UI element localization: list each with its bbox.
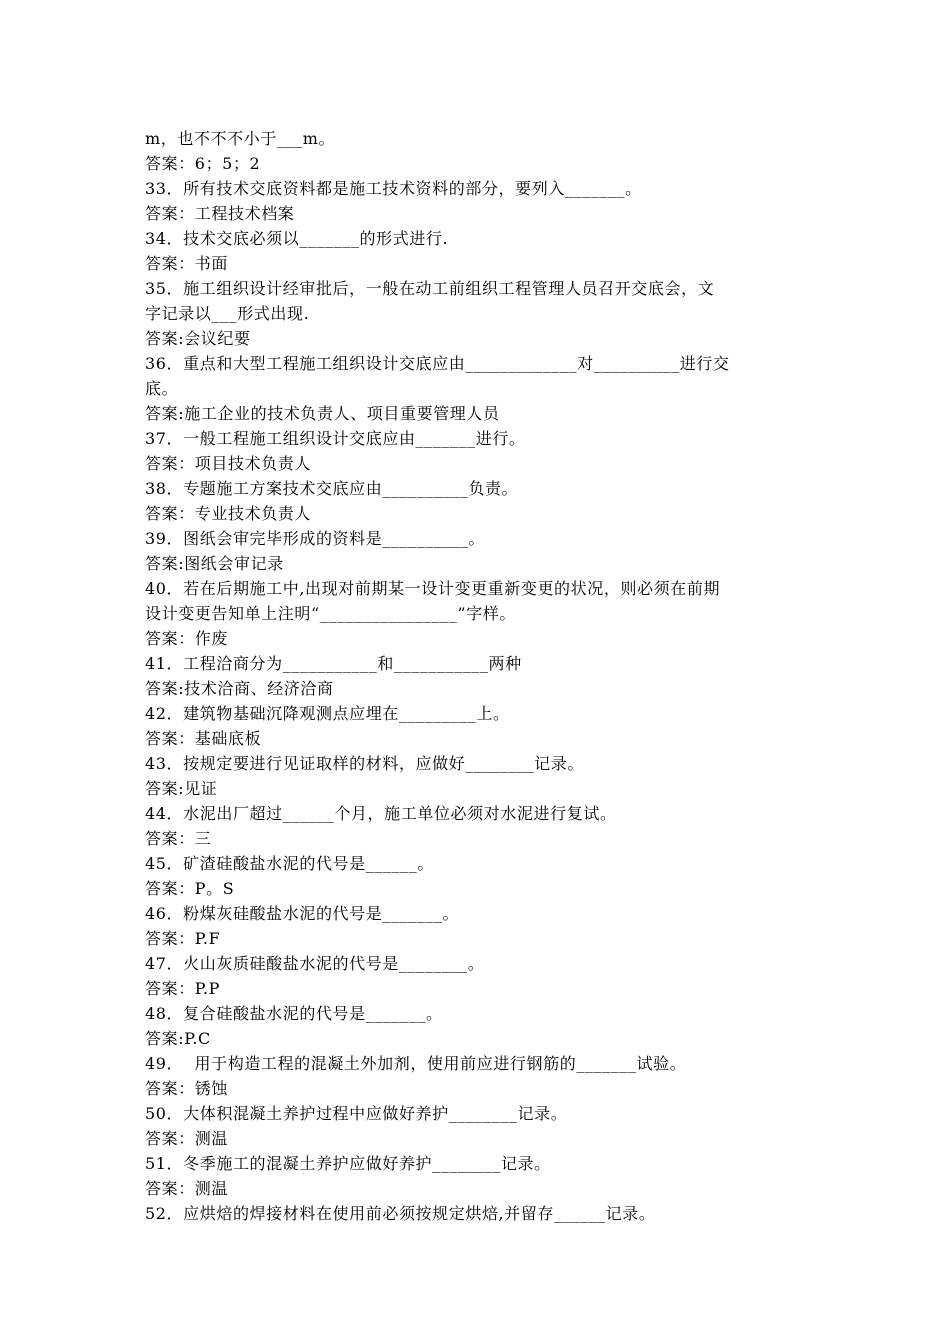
answer-line: 答案：项目技术负责人 [145, 454, 312, 473]
question-line: 37．一般工程施工组织设计交底应由_______进行。 [145, 429, 526, 448]
answer-line: 答案:P.C [145, 1029, 211, 1048]
question-line: 36．重点和大型工程施工组织设计交底应由_____________对__________进行交 [145, 354, 730, 373]
answer-line: 答案：工程技术档案 [145, 204, 295, 223]
answer-line: 答案：基础底板 [145, 729, 262, 748]
answer-line: 答案：三 [145, 829, 212, 848]
question-line: 42．建筑物基础沉降观测点应埋在_________上。 [145, 704, 510, 723]
question-line: 41．工程洽商分为___________和___________两种 [145, 654, 522, 673]
question-line-continued: 底。 [145, 379, 179, 398]
question-line: 45．矿渣硅酸盐水泥的代号是______。 [145, 854, 434, 873]
question-line: 49． 用于构造工程的混凝土外加剂，使用前应进行钢筋的_______试验。 [145, 1054, 687, 1073]
question-line: 48．复合硅酸盐水泥的代号是_______。 [145, 1004, 443, 1023]
answer-line: 答案：测温 [145, 1179, 229, 1198]
question-line: 52．应烘焙的焊接材料在使用前必须按规定烘焙,并留存______记录。 [145, 1204, 656, 1223]
question-line: 47．火山灰质硅酸盐水泥的代号是________。 [145, 954, 485, 973]
question-line: 43．按规定要进行见证取样的材料，应做好________记录。 [145, 754, 584, 773]
answer-line: 答案:会议纪要 [145, 329, 251, 348]
text-line: m，也不不不小于___m。 [145, 129, 336, 148]
answer-line: 答案:见证 [145, 779, 218, 798]
answer-line: 答案：测温 [145, 1129, 229, 1148]
answer-line: 答案：锈蚀 [145, 1079, 229, 1098]
question-line: 46．粉煤灰硅酸盐水泥的代号是_______。 [145, 904, 460, 923]
question-line: 40．若在后期施工中,出现对前期某一设计变更重新变更的状况，则必须在前期 [145, 579, 721, 598]
question-line-continued: 字记录以___形式出现. [145, 304, 310, 323]
question-line: 50．大体积混凝土养护过程中应做好养护________记录。 [145, 1104, 568, 1123]
question-line-continued: 设计变更告知单上注明“________________”字样。 [145, 604, 516, 623]
answer-line: 答案:施工企业的技术负责人、项目重要管理人员 [145, 404, 500, 423]
question-line: 39．图纸会审完毕形成的资料是__________。 [145, 529, 485, 548]
answer-line: 答案：P.F [145, 929, 221, 948]
answer-line: 答案：专业技术负责人 [145, 504, 312, 523]
question-line: 38．专题施工方案技术交底应由__________负责。 [145, 479, 519, 498]
answer-line: 答案：书面 [145, 254, 229, 273]
answer-line: 答案:技术洽商、经济洽商 [145, 679, 334, 698]
answer-line: 答案：6；5；2 [145, 154, 261, 173]
question-line: 34．技术交底必须以_______的形式进行. [145, 229, 449, 248]
document-body [145, 126, 815, 1226]
question-line: 44．水泥出厂超过______个月，施工单位必须对水泥进行复试。 [145, 804, 617, 823]
answer-line: 答案：P.P [145, 979, 220, 998]
answer-line: 答案：作废 [145, 629, 229, 648]
question-line: 51．冬季施工的混凝土养护应做好养护________记录。 [145, 1154, 551, 1173]
answer-line: 答案：P。S [145, 879, 235, 898]
question-line: 33．所有技术交底资料都是施工技术资料的部分，要列入_______。 [145, 179, 642, 198]
question-line: 35．施工组织设计经审批后，一般在动工前组织工程管理人员召开交底会，文 [145, 279, 715, 298]
answer-line: 答案:图纸会审记录 [145, 554, 284, 573]
